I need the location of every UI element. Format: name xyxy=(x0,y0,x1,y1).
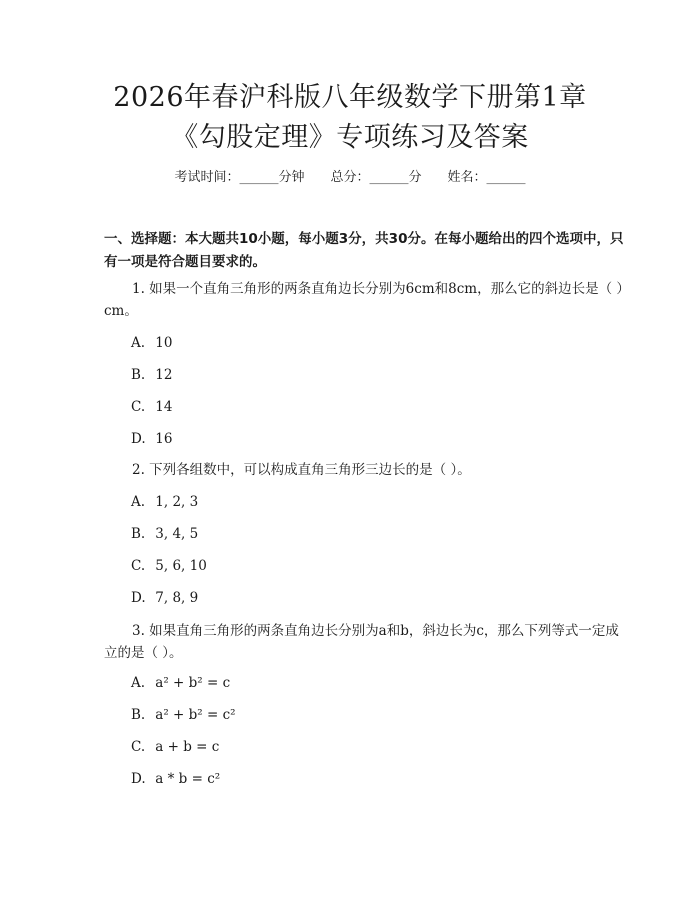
option-text: 1, 2, 3 xyxy=(155,494,199,510)
option-text: a * b = c² xyxy=(155,771,221,787)
option-letter: C. xyxy=(131,558,146,574)
option-letter: C. xyxy=(131,399,146,415)
option-letter: C. xyxy=(131,739,146,755)
question-3-option-c xyxy=(131,737,219,757)
option-text: a² + b² = c xyxy=(155,675,231,691)
question-2-option-b xyxy=(131,524,198,544)
question-3-option-b xyxy=(131,705,236,725)
option-letter: A. xyxy=(131,675,146,691)
option-letter: A. xyxy=(131,494,146,510)
total-score-label: 总分：______分 xyxy=(330,170,422,185)
option-letter: D. xyxy=(131,590,146,606)
option-text: 12 xyxy=(155,367,173,383)
exam-time-label: 考试时间：______分钟 xyxy=(174,170,305,185)
question-1-option-b xyxy=(131,365,172,385)
option-letter: B. xyxy=(131,367,146,383)
page-title: 2026年春沪科版八年级数学下册第1章《勾股定理》专项练习及答案 xyxy=(113,82,587,153)
question-1-option-c xyxy=(131,397,172,417)
option-text: 7, 8, 9 xyxy=(155,590,199,606)
option-text: 14 xyxy=(155,399,173,415)
option-letter: D. xyxy=(131,771,146,787)
option-text: a² + b² = c² xyxy=(155,707,236,723)
option-text: 3, 4, 5 xyxy=(155,526,199,542)
question-3-option-d xyxy=(131,769,220,789)
option-text: 5, 6, 10 xyxy=(155,558,207,574)
question-3-option-a xyxy=(131,673,230,693)
section-heading: 一、选择题：本大题共10小题，每小题3分，共30分。在每小题给出的四个选项中，只有一项是符合题目要求的。 xyxy=(104,231,624,270)
question-2-option-a xyxy=(131,492,198,512)
option-letter: B. xyxy=(131,707,146,723)
student-name-label: 姓名：______ xyxy=(447,170,526,185)
question-1-option-a xyxy=(131,333,172,353)
option-letter: A. xyxy=(131,335,146,351)
question-2-stem: 2. 下列各组数中，可以构成直角三角形三边长的是（ ）。 xyxy=(132,462,471,478)
exam-info-line xyxy=(0,168,700,188)
question-3-stem: 3. 如果直角三角形的两条直角边长分别为a和b，斜边长为c，那么下列等式一定成立的是（ ）。 xyxy=(104,623,619,661)
option-letter: D. xyxy=(131,431,146,447)
option-text: 10 xyxy=(155,335,173,351)
option-text: a + b = c xyxy=(155,739,220,755)
option-text: 16 xyxy=(155,431,173,447)
question-2-option-c xyxy=(131,556,207,576)
question-2-option-d xyxy=(131,588,198,608)
question-1-stem: 1. 如果一个直角三角形的两条直角边长分别为6cm和8cm，那么它的斜边长是（ ）cm。 xyxy=(104,281,624,319)
question-1-option-d xyxy=(131,429,172,449)
option-letter: B. xyxy=(131,526,146,542)
